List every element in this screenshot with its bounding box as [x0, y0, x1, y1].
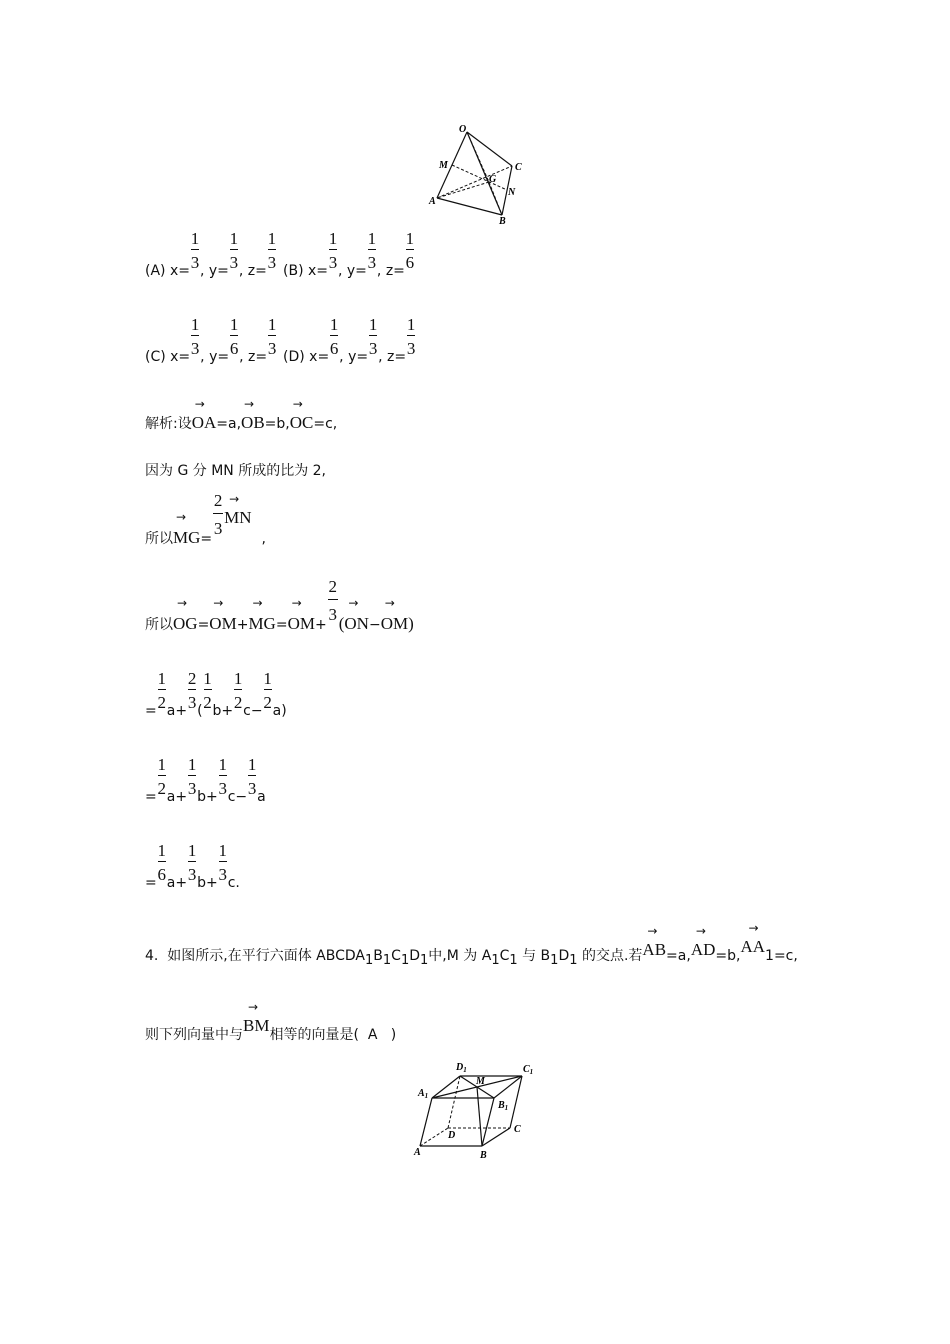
problem-4-statement: 4. 如图所示,在平行六面体 $ABCDA_1B_1C_1D_1$中,M 为 $A_1C_1$ 与 $B_1D_1$ 的交点.若 → AB=a, → AD=b, → AA1=c,	[145, 921, 798, 968]
parallelepiped-figure	[410, 1058, 545, 1163]
solution-mg: 所以 → MG= $\frac{2}{3}$ → MN,	[145, 491, 266, 547]
solution-og: 所以 → OG= → OM+ → MG= → OM+ $\frac{2}{3}$ ( → ON− → OM)	[145, 577, 414, 633]
tetrahedron-figure	[425, 120, 535, 230]
option-c: (C) x= $\frac{1}{3}$ , y= $\frac{1}{6}$ , z= $\frac{1}{3}$	[145, 315, 277, 365]
label-N: N	[508, 187, 516, 198]
label-G: G	[489, 174, 497, 185]
label-A1: $A_1$	[418, 1088, 429, 1100]
label-A: A	[414, 1147, 421, 1158]
solution-ratio: 因为 G 分 MN 所成的比为 2,	[145, 463, 327, 479]
label-M: M	[439, 160, 448, 171]
option-b: (B) x= $\frac{1}{3}$ , y= $\frac{1}{3}$ , z= $\frac{1}{6}$	[283, 229, 415, 279]
label-A: A	[429, 196, 436, 207]
label-O: O	[459, 124, 467, 135]
label-C: C	[515, 162, 522, 173]
label-C: C	[514, 1124, 521, 1135]
label-C1: $C_1$	[523, 1064, 534, 1076]
problem-4-question: 则下列向量中与 → BM相等的向量是( A )	[145, 1000, 397, 1043]
option-d: (D) x= $\frac{1}{6}$ , y= $\frac{1}{3}$ , z= $\frac{1}{3}$	[283, 315, 416, 365]
solution-result: = $\frac{1}{6}$ a+ $\frac{1}{3}$ b+ $\frac{1}{3}$ c.	[145, 841, 240, 891]
label-B: B	[480, 1150, 487, 1161]
label-D: D	[448, 1130, 456, 1141]
solution-step2: = $\frac{1}{2}$ a+ $\frac{1}{3}$ b+ $\frac{1}{3}$ c− $\frac{1}{3}$ a	[145, 755, 266, 805]
label-M: M	[476, 1076, 485, 1087]
solution-step1: = $\frac{1}{2}$ a+ $\frac{2}{3}$ ( $\frac{1}{2}$ b+ $\frac{1}{2}$ c− $\frac{1}{2}$ a)	[145, 669, 287, 719]
option-a: (A) x= $\frac{1}{3}$ , y= $\frac{1}{3}$ , z= $\frac{1}{3}$	[145, 229, 277, 279]
solution-setup: 解析:设 → OA=a, → OB=b, → OC=c,	[145, 397, 338, 432]
answer-choice: A	[367, 1027, 378, 1043]
label-B1: $B_1$	[498, 1100, 509, 1112]
label-B: B	[499, 216, 506, 227]
label-D1: $D_1$	[456, 1062, 467, 1074]
